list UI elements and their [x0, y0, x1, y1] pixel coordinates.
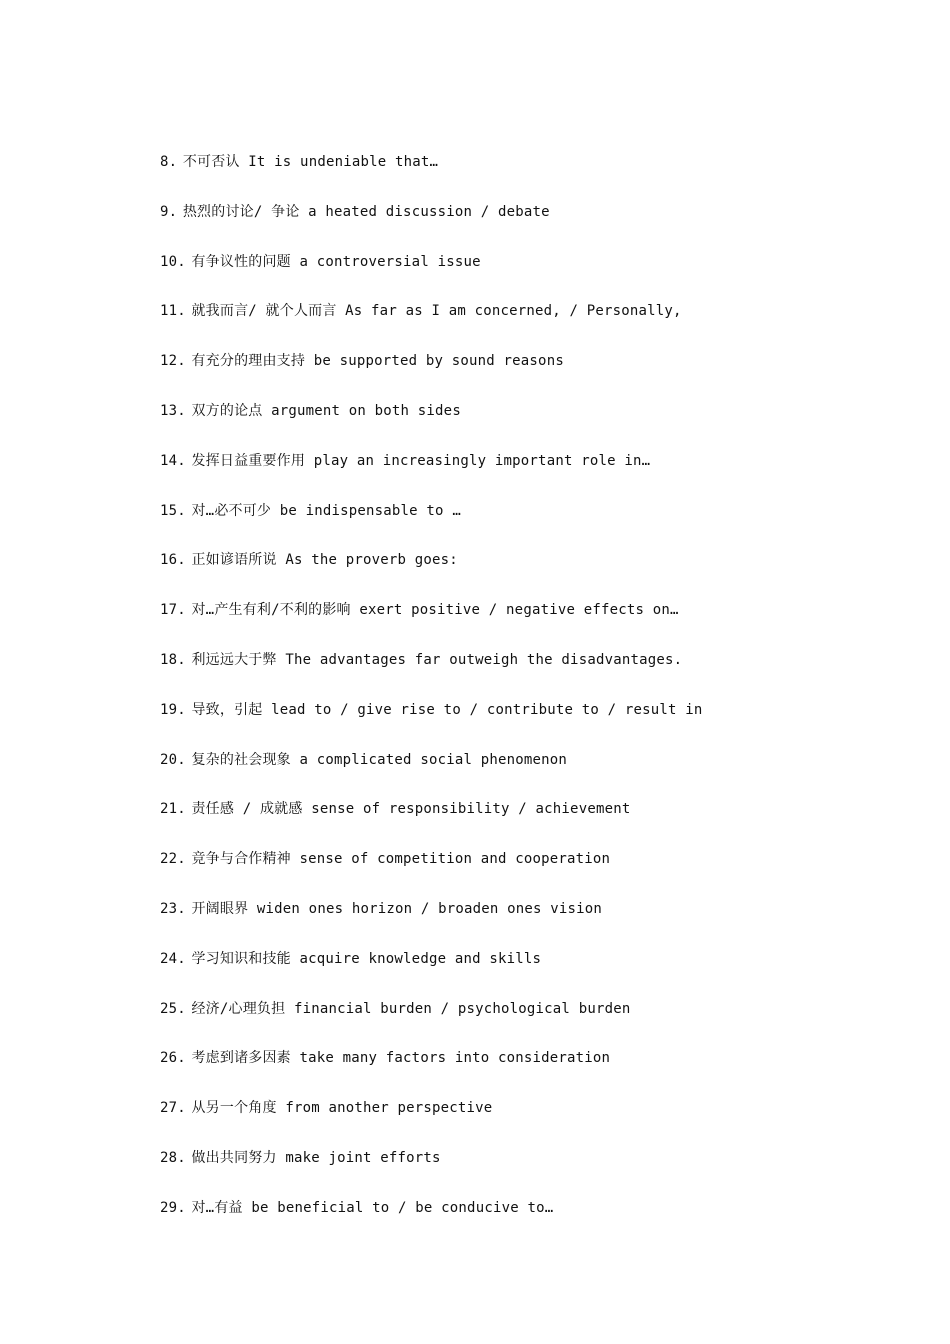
phrase-number: 15.: [160, 502, 186, 519]
phrase-number: 11.: [160, 303, 186, 320]
phrase-number: 27.: [160, 1100, 186, 1117]
phrase-number: 21.: [160, 801, 186, 818]
phrase-number: 25.: [160, 1000, 186, 1017]
phrase-number: 17.: [160, 602, 186, 619]
phrase-text: 考虑到诸多因素 take many factors into consideration: [191, 1050, 611, 1067]
phrase-item: [160, 847, 900, 897]
phrase-text: 发挥日益重要作用 play an increasingly important role in…: [191, 452, 651, 469]
phrase-item: [160, 748, 900, 798]
phrase-text: 对…产生有利/不利的影响 exert positive / negative effects on…: [191, 602, 679, 619]
phrase-text: 对…有益 be beneficial to / be conducive to…: [191, 1199, 554, 1216]
phrase-text: 利远远大于弊 The advantages far outweigh the disadvantages.: [191, 651, 683, 668]
phrase-number: 26.: [160, 1050, 186, 1067]
phrase-number: 23.: [160, 900, 186, 917]
phrase-number: 14.: [160, 452, 186, 469]
phrase-item: [160, 1046, 900, 1096]
phrase-number: 10.: [160, 253, 186, 270]
phrase-list: [160, 150, 900, 1246]
phrase-item: [160, 299, 900, 349]
phrase-item: [160, 548, 900, 598]
phrase-text: 学习知识和技能 acquire knowledge and skills: [191, 950, 542, 967]
phrase-text: 导致，引起 lead to / give rise to / contribute to / result in: [191, 701, 703, 718]
phrase-item: [160, 997, 900, 1047]
phrase-text: 热烈的讨论/ 争论 a heated discussion / debate: [182, 203, 550, 220]
phrase-text: 做出共同努力 make joint efforts: [191, 1149, 441, 1166]
phrase-item: [160, 897, 900, 947]
phrase-number: 28.: [160, 1149, 186, 1166]
phrase-item: [160, 797, 900, 847]
phrase-text: 复杂的社会现象 a complicated social phenomenon: [191, 751, 568, 768]
phrase-number: 19.: [160, 701, 186, 718]
phrase-number: 12.: [160, 353, 186, 370]
phrase-text: 双方的论点 argument on both sides: [191, 402, 461, 419]
phrase-text: 对…必不可少 be indispensable to …: [191, 502, 461, 519]
phrase-number: 20.: [160, 751, 186, 768]
phrase-text: 不可否认 It is undeniable that…: [182, 154, 439, 170]
phrase-number: 18.: [160, 651, 186, 668]
phrase-item: [160, 648, 900, 698]
phrase-item: [160, 947, 900, 997]
phrase-item: [160, 598, 900, 648]
phrase-number: 8.: [160, 154, 178, 170]
phrase-text: 从另一个角度 from another perspective: [191, 1100, 493, 1117]
phrase-text: 正如谚语所说 As the proverb goes:: [191, 552, 458, 569]
phrase-text: 竞争与合作精神 sense of competition and cooperation: [191, 851, 611, 868]
phrase-item: [160, 698, 900, 748]
phrase-text: 有争议性的问题 a controversial issue: [191, 253, 481, 270]
phrase-text: 责任感 / 成就感 sense of responsibility / achievement: [191, 801, 631, 818]
phrase-item: [160, 1146, 900, 1196]
phrase-text: 就我而言/ 就个人而言 As far as I am concerned, / Personally,: [191, 303, 682, 320]
phrase-item: [160, 349, 900, 399]
phrase-number: 22.: [160, 851, 186, 868]
phrase-item: [160, 499, 900, 549]
phrase-item: [160, 1096, 900, 1146]
phrase-item: [160, 250, 900, 300]
phrase-number: 9.: [160, 203, 178, 220]
phrase-number: 16.: [160, 552, 186, 569]
phrase-item: [160, 1196, 900, 1246]
phrase-number: 24.: [160, 950, 186, 967]
phrase-text: 经济/心理负担 financial burden / psychological burden: [191, 1000, 631, 1017]
phrase-item: [160, 200, 900, 250]
phrase-item: [160, 150, 900, 200]
phrase-number: 13.: [160, 402, 186, 419]
phrase-number: 29.: [160, 1199, 186, 1216]
phrase-item: [160, 399, 900, 449]
phrase-text: 有充分的理由支持 be supported by sound reasons: [191, 353, 564, 370]
phrase-item: [160, 449, 900, 499]
phrase-text: 开阔眼界 widen ones horizon / broaden ones vision: [191, 900, 603, 917]
